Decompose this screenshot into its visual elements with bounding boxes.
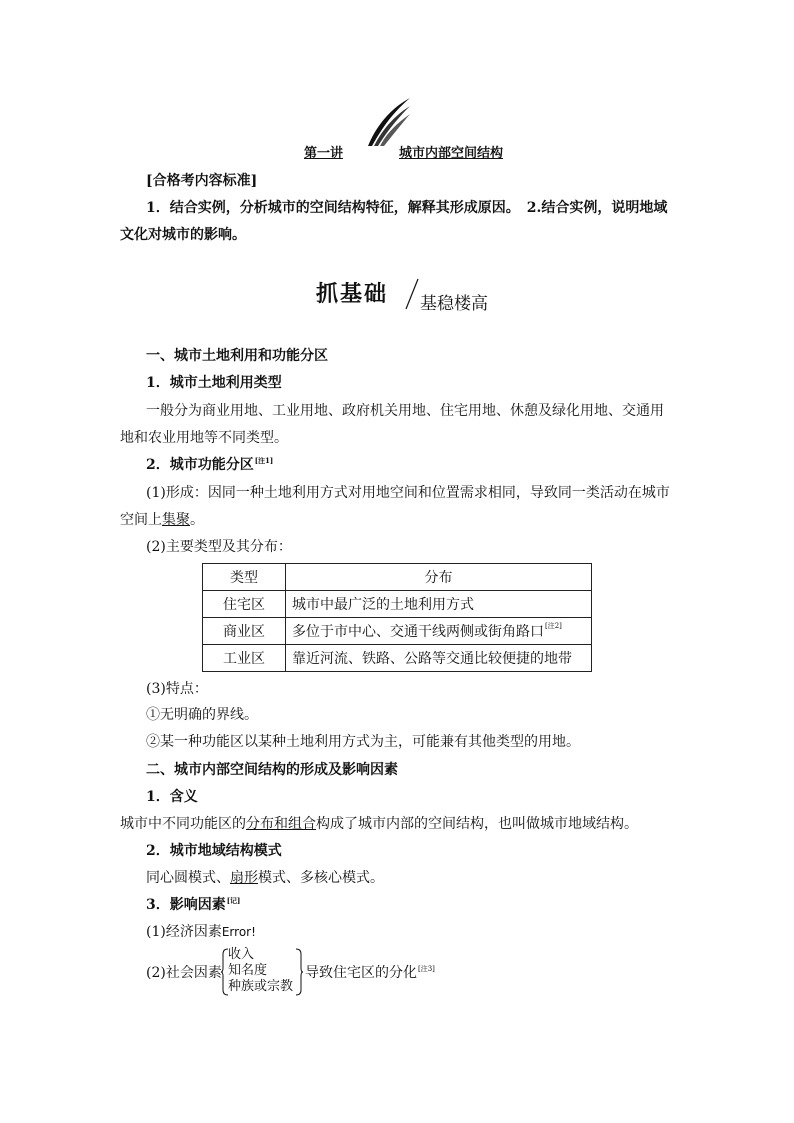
formation-text-c: 。	[190, 512, 204, 528]
land-use-line-1: 一般分为商业用地、工业用地、政府机关用地、住宅用地、休憩及绿化用地、交通用	[146, 403, 664, 419]
sub2-heading-text: 2．城市功能分区	[146, 457, 254, 473]
standards-heading: [合格考内容标准]	[146, 173, 258, 189]
zone-distribution-text: 多位于市中心、交通干线两侧或街角路口	[292, 624, 544, 640]
note-2-marker: [注2]	[545, 622, 562, 630]
feature-2: ②某一种功能区以某种土地利用方式为主，可能兼有其他类型的用地。	[146, 734, 580, 750]
types-heading: (2)主要类型及其分布：	[146, 539, 292, 555]
zone-distribution-cell	[286, 618, 592, 645]
zone-distribution-cell: 城市中最广泛的土地利用方式	[286, 591, 592, 618]
zone-distribution-cell: 靠近河流、铁路、公路等交通比较便捷的地带	[286, 645, 592, 672]
social-item-income: 收入	[228, 947, 255, 962]
lecture-title	[304, 145, 503, 163]
note-ji-marker: [记]	[226, 896, 241, 905]
zone-type-cell: 住宅区	[203, 591, 286, 618]
social-factor-label: (2)社会因素	[146, 965, 222, 981]
social-result-line	[305, 964, 435, 982]
section-2-sub1-heading: 1．含义	[146, 789, 198, 805]
lecture-number: 第一讲	[304, 146, 344, 161]
models-text-a: 同心圆模式、	[146, 870, 230, 886]
meaning-line	[120, 815, 638, 833]
formation-line-1: (1)形成：因同一种土地利用方式对用地空间和位置需求相同，导致同一类活动在城市	[146, 485, 670, 501]
header-type: 类型	[203, 564, 286, 591]
table-row	[203, 645, 592, 672]
social-item-fame: 知名度	[228, 963, 268, 978]
social-result-text: 导致住宅区的分化	[305, 965, 417, 981]
standards-line-1: 1．结合实例，分析城市的空间结构特征，解释其形成原因。 2.结合实例，说明地域	[146, 200, 668, 216]
features-heading: (3)特点：	[146, 681, 208, 697]
banner-sub-text: 基稳楼高	[420, 294, 488, 314]
standards-line-2: 文化对城市的影响。	[120, 227, 246, 243]
formation-key-term: 集聚	[162, 512, 190, 528]
banner-slash-graphic	[404, 277, 420, 311]
section-2-sub3-heading	[146, 896, 240, 914]
section-banner	[316, 277, 506, 317]
models-line	[146, 869, 384, 887]
economic-factor-label: (1)经济因素	[146, 924, 222, 940]
section-2-sub2-heading: 2．城市地域结构模式	[146, 843, 282, 859]
models-key-term: 扇形	[230, 870, 258, 886]
decorative-swoosh-graphic	[366, 96, 412, 148]
feature-1: ①无明确的界线。	[146, 707, 258, 723]
table-header-row	[203, 564, 592, 591]
social-item-race-religion: 种族或宗教	[228, 979, 294, 994]
table-row	[203, 618, 592, 645]
note-1-marker: [注1]	[254, 456, 274, 465]
zone-type-cell: 商业区	[203, 618, 286, 645]
sub3-heading-text: 3．影响因素	[146, 897, 226, 913]
zone-type-cell: 工业区	[203, 645, 286, 672]
meaning-text-c: 构成了城市内部的空间结构，也叫做城市地域结构。	[316, 816, 638, 832]
models-text-c: 模式、多核心模式。	[258, 870, 384, 886]
right-brace-icon	[295, 948, 303, 996]
economic-factor-line	[146, 923, 256, 941]
economic-error-text: Error!	[221, 925, 256, 939]
table-row	[203, 591, 592, 618]
banner-main-text: 抓基础	[316, 282, 389, 307]
section-1-heading: 一、城市土地利用和功能分区	[146, 348, 328, 364]
section-1-sub2-heading	[146, 456, 273, 474]
meaning-key-term: 分布和组合	[246, 816, 316, 832]
land-use-line-2: 地和农业用地等不同类型。	[120, 430, 288, 446]
section-2-heading: 二、城市内部空间结构的形成及影响因素	[146, 762, 398, 778]
header-distribution: 分布	[286, 564, 592, 591]
note-3-marker: [注3]	[418, 965, 435, 973]
formation-text-a: 空间上	[120, 512, 162, 528]
functional-zone-table	[202, 563, 592, 672]
lecture-name: 城市内部空间结构	[399, 146, 504, 161]
section-1-sub1-heading: 1．城市土地利用类型	[146, 375, 282, 391]
meaning-text-a: 城市中不同功能区的	[120, 816, 246, 832]
formation-line-2	[120, 511, 204, 529]
